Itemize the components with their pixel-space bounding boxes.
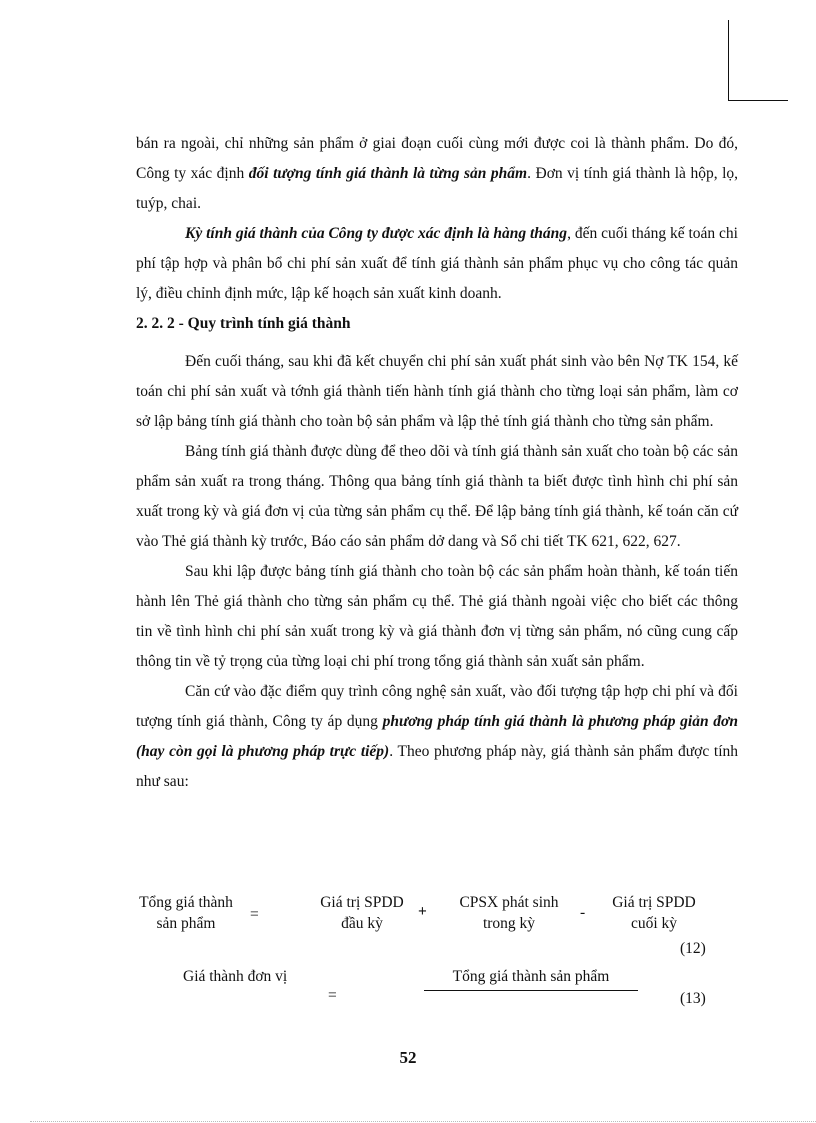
paragraph-costing-period (136, 219, 738, 309)
formula-text: đầu kỳ (341, 915, 383, 932)
formula-text: trong kỳ (482, 915, 536, 932)
paragraph-text: . Đơn vị tính giá thành là hộp, lọ, tuýp, chai. (136, 165, 739, 212)
formula12-equals: = (250, 906, 259, 923)
formula12-lhs (126, 892, 246, 934)
formula-text: CPSX phát sinh (459, 894, 559, 911)
emphasis-text: Kỳ tính giá thành của Công ty được xác định là hàng tháng (185, 225, 568, 242)
paragraph-month-end: Đến cuối tháng, sau khi đã kết chuyển chi phí sản xuất phát sinh vào bên Nợ TK 154, kế toán chi phí sản xuất và tớnh giá thành tiến hành tính giá thành cho từng loại sản phẩm, làm cơ sở lập bảng tính giá thành cho toàn bộ sản phẩm và lập thẻ tính giá thành cho từng sản phẩm. (136, 353, 738, 430)
emphasis-text: đối tượng tính giá thành là từng sản phẩm (248, 165, 528, 182)
formula13-equals: = (328, 987, 337, 1004)
bottom-rule (30, 1121, 816, 1122)
formula12-term-period (444, 892, 574, 934)
crop-mark-horizontal (728, 100, 788, 101)
section-heading: 2. 2. 2 - Quy trình tính giá thành (136, 315, 351, 332)
paragraph-text: , đến cuối tháng kế toán chi phí tập hợp và phân bổ chi phí sản xuất để tính giá thành sản phẩm phục vụ cho công tác quản lý, điều chỉnh định mức, lập kế hoạch sản xuất kinh doanh. (136, 225, 738, 302)
formula12-number: (12) (680, 940, 706, 957)
formula13-number: (13) (680, 990, 706, 1007)
page-number: 52 (399, 1048, 417, 1067)
paragraph-text: . Theo phương pháp này, giá thành sản phẩm được tính như sau: (136, 743, 738, 790)
page-corner-frame (28, 20, 729, 100)
paragraph-product-object (136, 129, 738, 219)
formula-text: Giá trị SPDD (612, 894, 696, 911)
formula-text: Tổng giá thành (139, 894, 233, 911)
formula-text: Giá trị SPDD (320, 894, 404, 911)
paragraph-cost-table: Bảng tính giá thành được dùng để theo dõi và tính giá thành sản xuất cho toàn bộ các sản phẩm sản xuất ra trong tháng. Thông qua bảng tính giá thành ta biết được tình hình chi phí sản xuất trong kỳ và giá đơn vị của từng sản phẩm cụ thể. Để lập bảng tính giá thành, kế toán căn cứ vào Thẻ giá thành kỳ trước, Báo cáo sản phẩm dở dang và Sổ chi tiết TK 621, 622, 627. (136, 443, 738, 550)
fraction-line (424, 990, 638, 991)
paragraph-method (136, 677, 738, 797)
formula12-term-end (592, 892, 716, 934)
formula13-numerator: Tổng giá thành sản phẩm (452, 968, 610, 985)
paragraph-text: Căn cứ vào đặc điểm quy trình công nghệ sản xuất, vào đối tượng tập hợp chi phí và đối tượng tính giá thành, Công ty áp dụng (136, 683, 738, 730)
formula-text: cuối kỳ (630, 915, 678, 932)
formula12-term-begin (300, 892, 424, 934)
paragraph-text: bán ra ngoài, chỉ những sản phẩm ở giai đoạn cuối cùng mới được coi là thành phẩm. Do đó, Công ty xác định (136, 135, 738, 182)
formula-text: sản phẩm (156, 915, 216, 932)
formula12-minus: - (580, 904, 586, 921)
formula12-plus: + (418, 903, 427, 920)
formula13-lhs: Giá thành đơn vị (183, 968, 288, 985)
document-body (136, 129, 738, 797)
emphasis-text: phương pháp tính giá thành là phương pháp giản đơn (hay còn gọi là phương pháp trực tiếp) (136, 713, 738, 760)
paragraph-cost-card: Sau khi lập được bảng tính giá thành cho toàn bộ các sản phẩm hoàn thành, kế toán tiến hành lên Thẻ giá thành cho từng sản phẩm cụ thể. Thẻ giá thành ngoài việc cho biết các thông tin về tình hình chi phí sản xuất trong kỳ và giá thành đơn vị từng sản phẩm, nó cũng cung cấp thông tin về tỷ trọng của từng loại chi phí trong tổng giá thành sản xuất sản phẩm. (136, 563, 738, 670)
